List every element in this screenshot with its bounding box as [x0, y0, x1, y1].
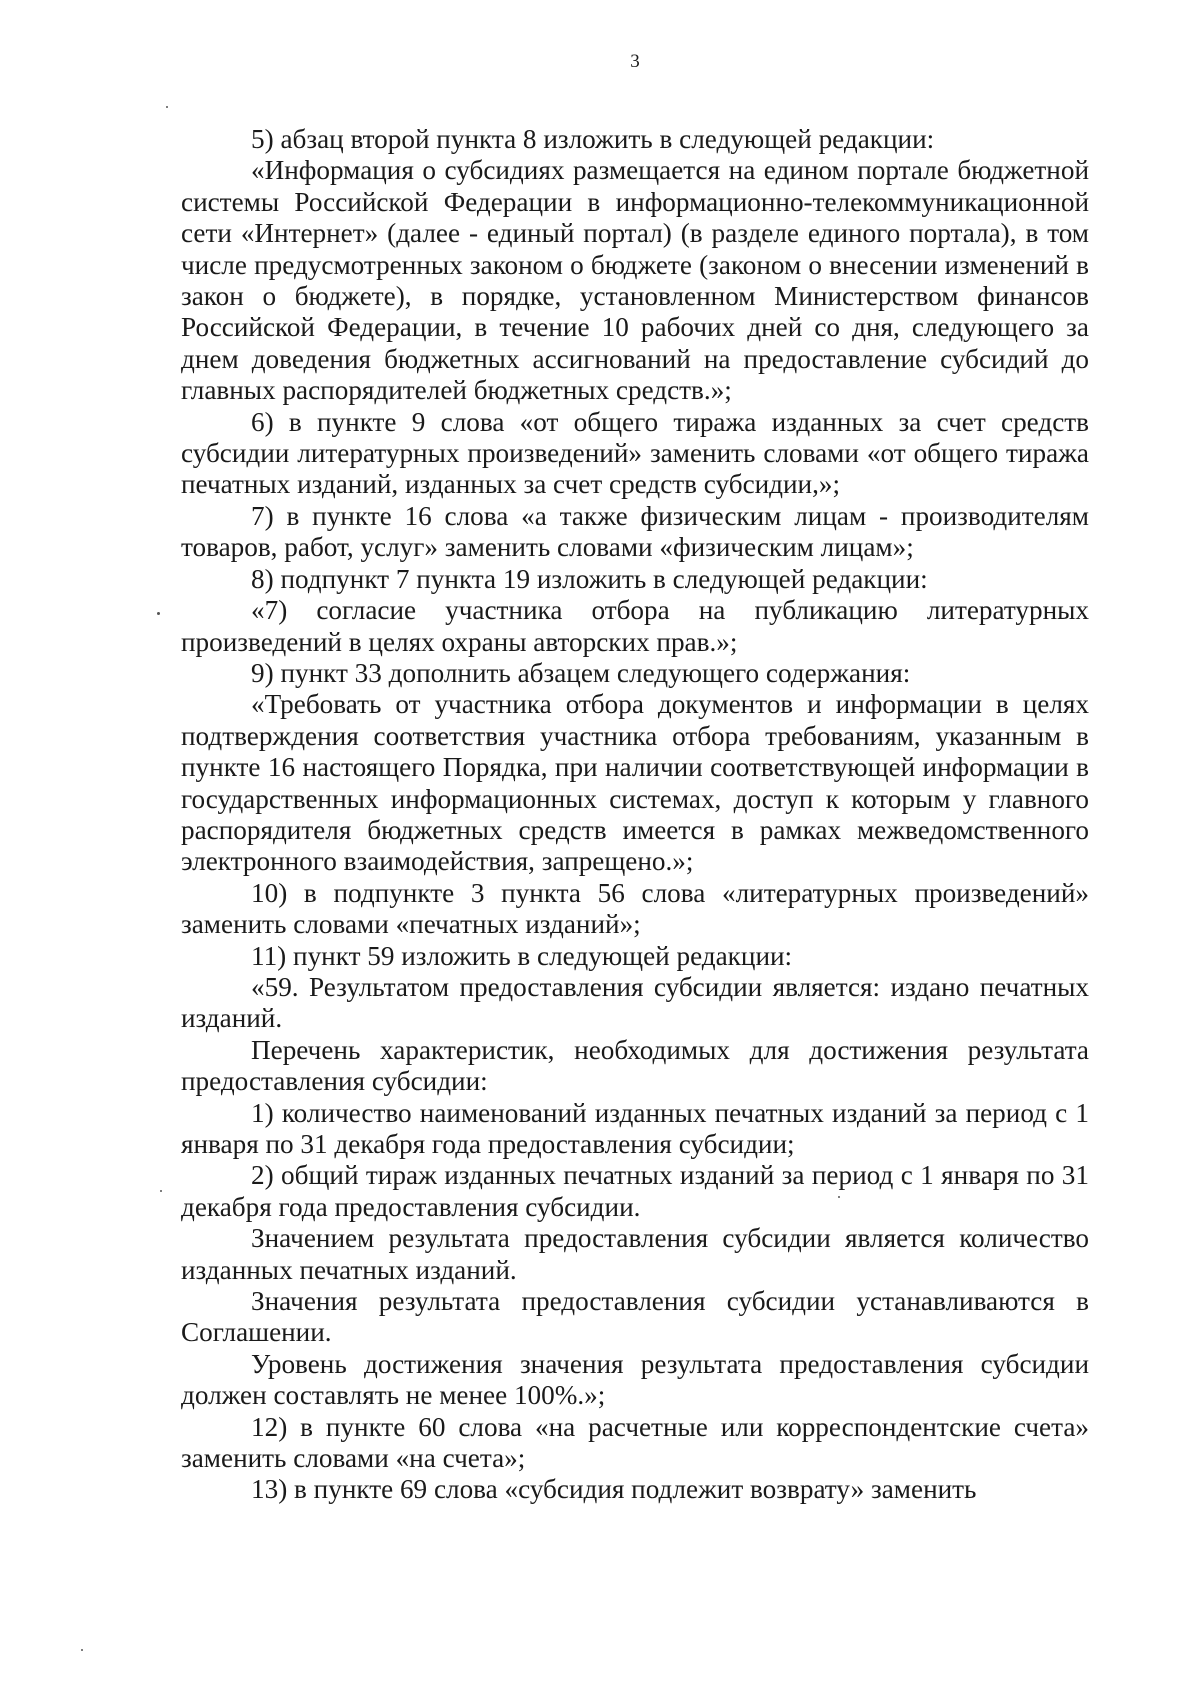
paragraph: Уровень достижения значения результата предоставления субсидии должен составлять не менее 100%.»; [181, 1348, 1089, 1411]
paragraph: 11) пункт 59 изложить в следующей редакции: [251, 940, 793, 971]
paragraph: 2) общий тираж изданных печатных изданий за период с 1 января по 31 декабря года предоставления субсидии. [181, 1160, 1089, 1222]
paragraph: Перечень характеристик, необходимых для достижения результата предоставления субсидии: [181, 1034, 1089, 1097]
scan-speck [81, 1649, 83, 1651]
paragraph: Значением результата предоставления субсидии является количество изданных печатных изданий. [181, 1223, 1089, 1285]
paragraph: «Информация о субсидиях размещается на едином портале бюджетной системы Российской Федерации в информационно-телекоммуникационной сети «Интернет» (далее - единый портал) (в разделе единого портала), в том числе предусмотренных законом о бюджете (законом о внесении изменений в закон о бюджете), в порядке, установленном Министерством финансов Российской Федерации, в течение 10 рабочих дней со дня, следующего за днем доведения бюджетных ассигнований на предоставление субсидий до главных распорядителей бюджетных средств.»; [181, 155, 1089, 406]
paragraph: 9) пункт 33 дополнить абзацем следующего содержания: [251, 657, 911, 688]
paragraph: 8) подпункт 7 пункта 19 изложить в следующей редакции: [251, 563, 928, 594]
paragraph: 1) количество наименований изданных печатных изданий за период с 1 января по 31 декабря года предоставления субсидии; [181, 1097, 1089, 1159]
scan-speck [160, 1190, 162, 1192]
paragraph: «7) согласие участника отбора на публикацию литературных произведений в целях охраны авторских прав.»; [181, 595, 1089, 657]
scan-speck [166, 106, 168, 108]
paragraph: 13) в пункте 69 слова «субсидия подлежит возврату» заменить [251, 1474, 977, 1505]
paragraph: Значения результата предоставления субсидии устанавливаются в Соглашении. [181, 1286, 1089, 1348]
paragraph: 12) в пункте 60 слова «на расчетные или корреспондентские счета» заменить словами «на счета»; [181, 1411, 1089, 1474]
scan-speck [157, 612, 160, 615]
paragraph: 7) в пункте 16 слова «а также физическим лицам - производителям товаров, работ, услуг» заменить словами «физическим лицам»; [181, 500, 1089, 563]
paragraph: «59. Результатом предоставления субсидии является: издано печатных изданий. [181, 971, 1089, 1034]
document-body [181, 124, 1089, 1506]
paragraph: 6) в пункте 9 слова «от общего тиража изданных за счет средств субсидии литературных произведений» заменить словами «от общего тиража печатных изданий, изданных за счет средств субсидии,»; [181, 406, 1089, 500]
paragraph: «Требовать от участника отбора документов и информации в целях подтверждения соответствия участника отбора требованиям, указанным в пункте 16 настоящего Порядка, при наличии соответствующей информации в государственных информационных системах, доступ к которым у главного распорядителя бюджетных средств имеется в рамках межведомственного электронного взаимодействия, запрещено.»; [181, 689, 1089, 877]
page-number: 3 [630, 51, 640, 72]
paragraph: 10) в подпункте 3 пункта 56 слова «литературных произведений» заменить словами «печатных изданий»; [181, 877, 1089, 940]
paragraph: 5) абзац второй пункта 8 изложить в следующей редакции: [251, 124, 935, 154]
